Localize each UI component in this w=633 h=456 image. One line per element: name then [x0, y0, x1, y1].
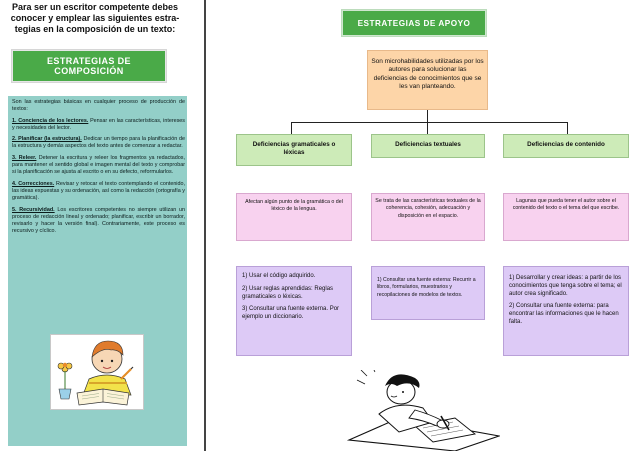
composition-item	[12, 155, 185, 176]
composition-intro: Son las estrategias básicas en cualquier proceso de producción de textos:	[12, 99, 185, 113]
connector-line	[291, 122, 567, 123]
strategy-item: 2) Consultar una fuente externa: para encontrar las informaciones que le hacen falta.	[509, 303, 619, 325]
intro-line-2: conocer y emplear las siguientes estra-	[10, 13, 180, 23]
item-text: Los escritores competentes no siempre utilizan un proceso de redacción lineal y ordenado; planificar, escribir un borrador, revisarlo y hacer la versión final). Contrariamente, este proceso es recursivo y cíclico.	[12, 206, 185, 234]
composition-item	[12, 118, 185, 132]
strategy-item: 1) Desarrollar y crear ideas: a partir de los conocimientos que tenga sobre el tema; el autor crea significado.	[509, 275, 622, 297]
grammatical-deficiencies-header: Deficiencias gramaticales o léxicas	[236, 134, 352, 166]
item-label: 5. Recursividad.	[12, 206, 55, 213]
composition-item	[12, 136, 185, 150]
item-text: Pensar en las características, intereses y necesidades del lector.	[12, 117, 186, 131]
strategy-item: 3) Consultar una fuente externa. Por ejemplo un diccionario.	[242, 306, 340, 321]
composition-item	[12, 207, 185, 235]
strategy-item: 1) Usar el código adquirido.	[242, 273, 316, 279]
child-writing-illustration	[50, 334, 144, 410]
composition-item	[12, 181, 185, 202]
support-strategies-title: ESTRATEGIAS DE APOYO	[342, 10, 486, 36]
strategy-item: 2) Usar reglas aprendidas: Reglas gramaticales o léxicas.	[242, 285, 334, 300]
textual-deficiencies-description: Se trata de las características textuales de la coherencia, cohesión, adecuación y disposición en el espacio.	[371, 193, 485, 241]
connector-line	[291, 122, 292, 134]
intro-line-3: tegias en la composición de un texto:	[14, 24, 176, 34]
item-label: 3. Releer.	[12, 155, 37, 162]
item-label: 2. Planificar (la estructura).	[12, 136, 82, 143]
composition-title	[12, 50, 166, 82]
man-writing-illustration	[345, 370, 500, 451]
grammatical-deficiencies-description: Afectan algún punto de la gramática o del léxico de la lengua.	[236, 193, 352, 241]
item-text: Revisar y retocar el texto contemplando el contenido, las ideas expuestas y su ordenación, así como la redacción (ortografía y gramática).	[12, 180, 186, 202]
content-deficiencies-header: Deficiencias de contenido	[503, 134, 629, 158]
item-text: Dedicar un tiempo para la planificación de la estructura y demás aspectos del texto antes de comenzar a redactar.	[12, 136, 185, 150]
composition-text	[12, 99, 185, 240]
strategy-item: 1) Consultar una fuente externa: Recurrir a libros, formularios, muestrarios y recopilaciones de modelos de textos.	[377, 277, 476, 298]
textual-deficiencies-header: Deficiencias textuales	[371, 134, 485, 158]
textual-deficiencies-strategies	[371, 266, 485, 320]
content-deficiencies-strategies	[503, 266, 629, 356]
content-deficiencies-description: Lagunas que pueda tener el autor sobre el contenido del texto o el tema del que escribe.	[503, 193, 629, 241]
connector-line	[427, 110, 428, 122]
connector-line	[567, 122, 568, 134]
item-label: 1. Conciencia de los lectores.	[12, 117, 89, 124]
support-strategies-definition: Son microhabilidades utilizadas por los autores para solucionar las deficiencias de conocimientos que se les van planteando.	[367, 50, 488, 110]
composition-title-line-2: COMPOSICIÓN	[54, 66, 124, 76]
column-divider	[204, 0, 206, 451]
grammatical-deficiencies-strategies	[236, 266, 352, 356]
intro-line-1: Para ser un escritor competente debes	[11, 2, 179, 12]
item-label: 4. Correcciones.	[12, 180, 55, 187]
flower-icon	[58, 363, 72, 399]
intro-text	[2, 2, 188, 35]
composition-title-line-1: ESTRATEGIAS DE	[47, 56, 131, 66]
item-text: Detener la escritura y releer los fragmentos ya redactados, para mantener el sentido global e imagen mental del texto y comprobar si la planificación se ajusta al escrito o en su defecto, reformularlos.	[12, 155, 185, 176]
connector-line	[427, 122, 428, 134]
